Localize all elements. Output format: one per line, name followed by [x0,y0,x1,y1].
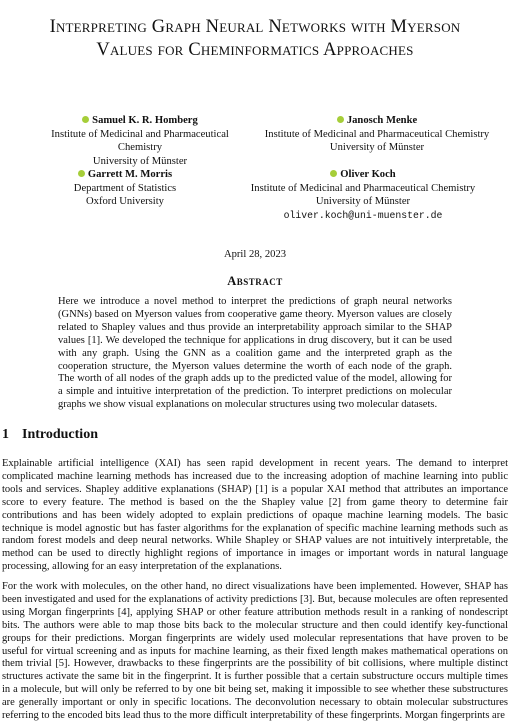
paper-date: April 28, 2023 [223,249,287,260]
orcid-icon[interactable] [330,170,337,177]
body-paragraph: For the work with molecules, on the other hand, no direct visualizations have been implemented. However, SHAP has been investigated and used for the explanations of activity predictions [3]. But, because molecules are often represented using Morgan fingerprints [4], applying SHAP or other feature attribution methods result in a ranking of nondescript bits. The authors were able to map those bits back to the molecular structure and then could identify key-functional groups for their predictions. Morgan fingerprints are widely used molecular representations that have proven to be useful for virtual screening and as inputs for machine learning, as their fixed length makes mathematical operations on them trivial [5]. However, drawbacks to these fingerprints are the possibility of bit collisions, where multiple distinct structures activate the same bit in the fingerprint. It is further possible that a certain substructure occurs multiple times in a molecule, but will only be referred to by one bit being set, making it impossible to see whether these substructures are generally important or only in specific locations. The deconvolution necessary to obtain molecular substructures referring to the encoded bits lead thus to the more difficult interpretability of these fingerprints. Morgan fingerprints are [2,581,508,722]
title-line-1: Interpreting Graph Neural Networks with Myerson [49,17,461,37]
abstract-heading: Abstract [227,274,283,288]
author-affiliation: Institute of Medicinal and Pharmaceutical Chemistry [250,182,476,194]
author-name: Samuel K. R. Homberg [92,115,198,126]
abstract-text: Here we introduce a novel method to interpret the predictions of graph neural networks (GNNs) based on Myerson values from cooperative game theory. Myerson values are closely related to Shapley values and thus provide an interpretability approach similar to the SHAP values [1]. We developed the technique for applications in drug discovery, but it can be used with any graph. Using the GNN as a coalition game and the interpreted graph as the cooperation structure, the Myerson values determine the worth of each node of the graph. The worth of all nodes of the graph adds up to the predicted value of the model, allowing for a simple and intuitive interpretation of the prediction. To interpret predictions on molecular graphs we show visual explanations on molecular structures using two molecular datasets. [58,296,452,411]
title-line-2: Values for Cheminformatics Approaches [96,40,414,60]
author-name: Oliver Koch [340,169,396,180]
orcid-icon[interactable] [82,116,89,123]
author-affiliation: Institute of Medicinal and Pharmaceutical Chemistry [51,128,229,153]
orcid-icon[interactable] [337,116,344,123]
author-block [228,168,498,222]
author-affiliation: Institute of Medicinal and Pharmaceutical Chemistry [264,128,490,140]
body-paragraph: Explainable artificial intelligence (XAI) has seen rapid development in recent years. The demand to interpret complicated machine learning methods has increased due to the increasing adoption of machine learning into public tools and services. Shapley additive explanations (SHAP) [1] is a popular XAI method that attributes an importance score to every feature. The method is based on the the Shapley value [2] from game theory to determine fair contributions and has been widely adopted to explain predictions of opaque machine learning models. The basic technique is model agnostic but has faster algorithms for the explanation of specific machine learning methods such as random forest models and deep neural networks. While Shapley or SHAP values are not intuitively interpretable, the method can be used to directly highlight regions of importance in images or important words in natural language processing, allowing for an easy interpretation of the explanations. [2,458,508,573]
paper-title [0,16,510,62]
section-number: 1 [2,427,9,442]
author-university: University of Münster [92,155,188,167]
author-university: University of Münster [329,142,425,153]
author-university: Oxford University [86,196,164,207]
author-block [40,168,210,209]
section-title: Introduction [22,427,98,442]
section-heading [2,427,98,443]
author-block [262,114,492,155]
orcid-icon[interactable] [78,170,85,177]
author-name: Garrett M. Morris [87,169,173,180]
author-name: Janosch Menke [346,115,418,126]
author-university: University of Münster [315,196,411,207]
author-email[interactable]: oliver.koch@uni-muenster.de [283,209,443,221]
author-block [40,114,240,168]
author-affiliation: Department of Statistics [73,182,177,194]
